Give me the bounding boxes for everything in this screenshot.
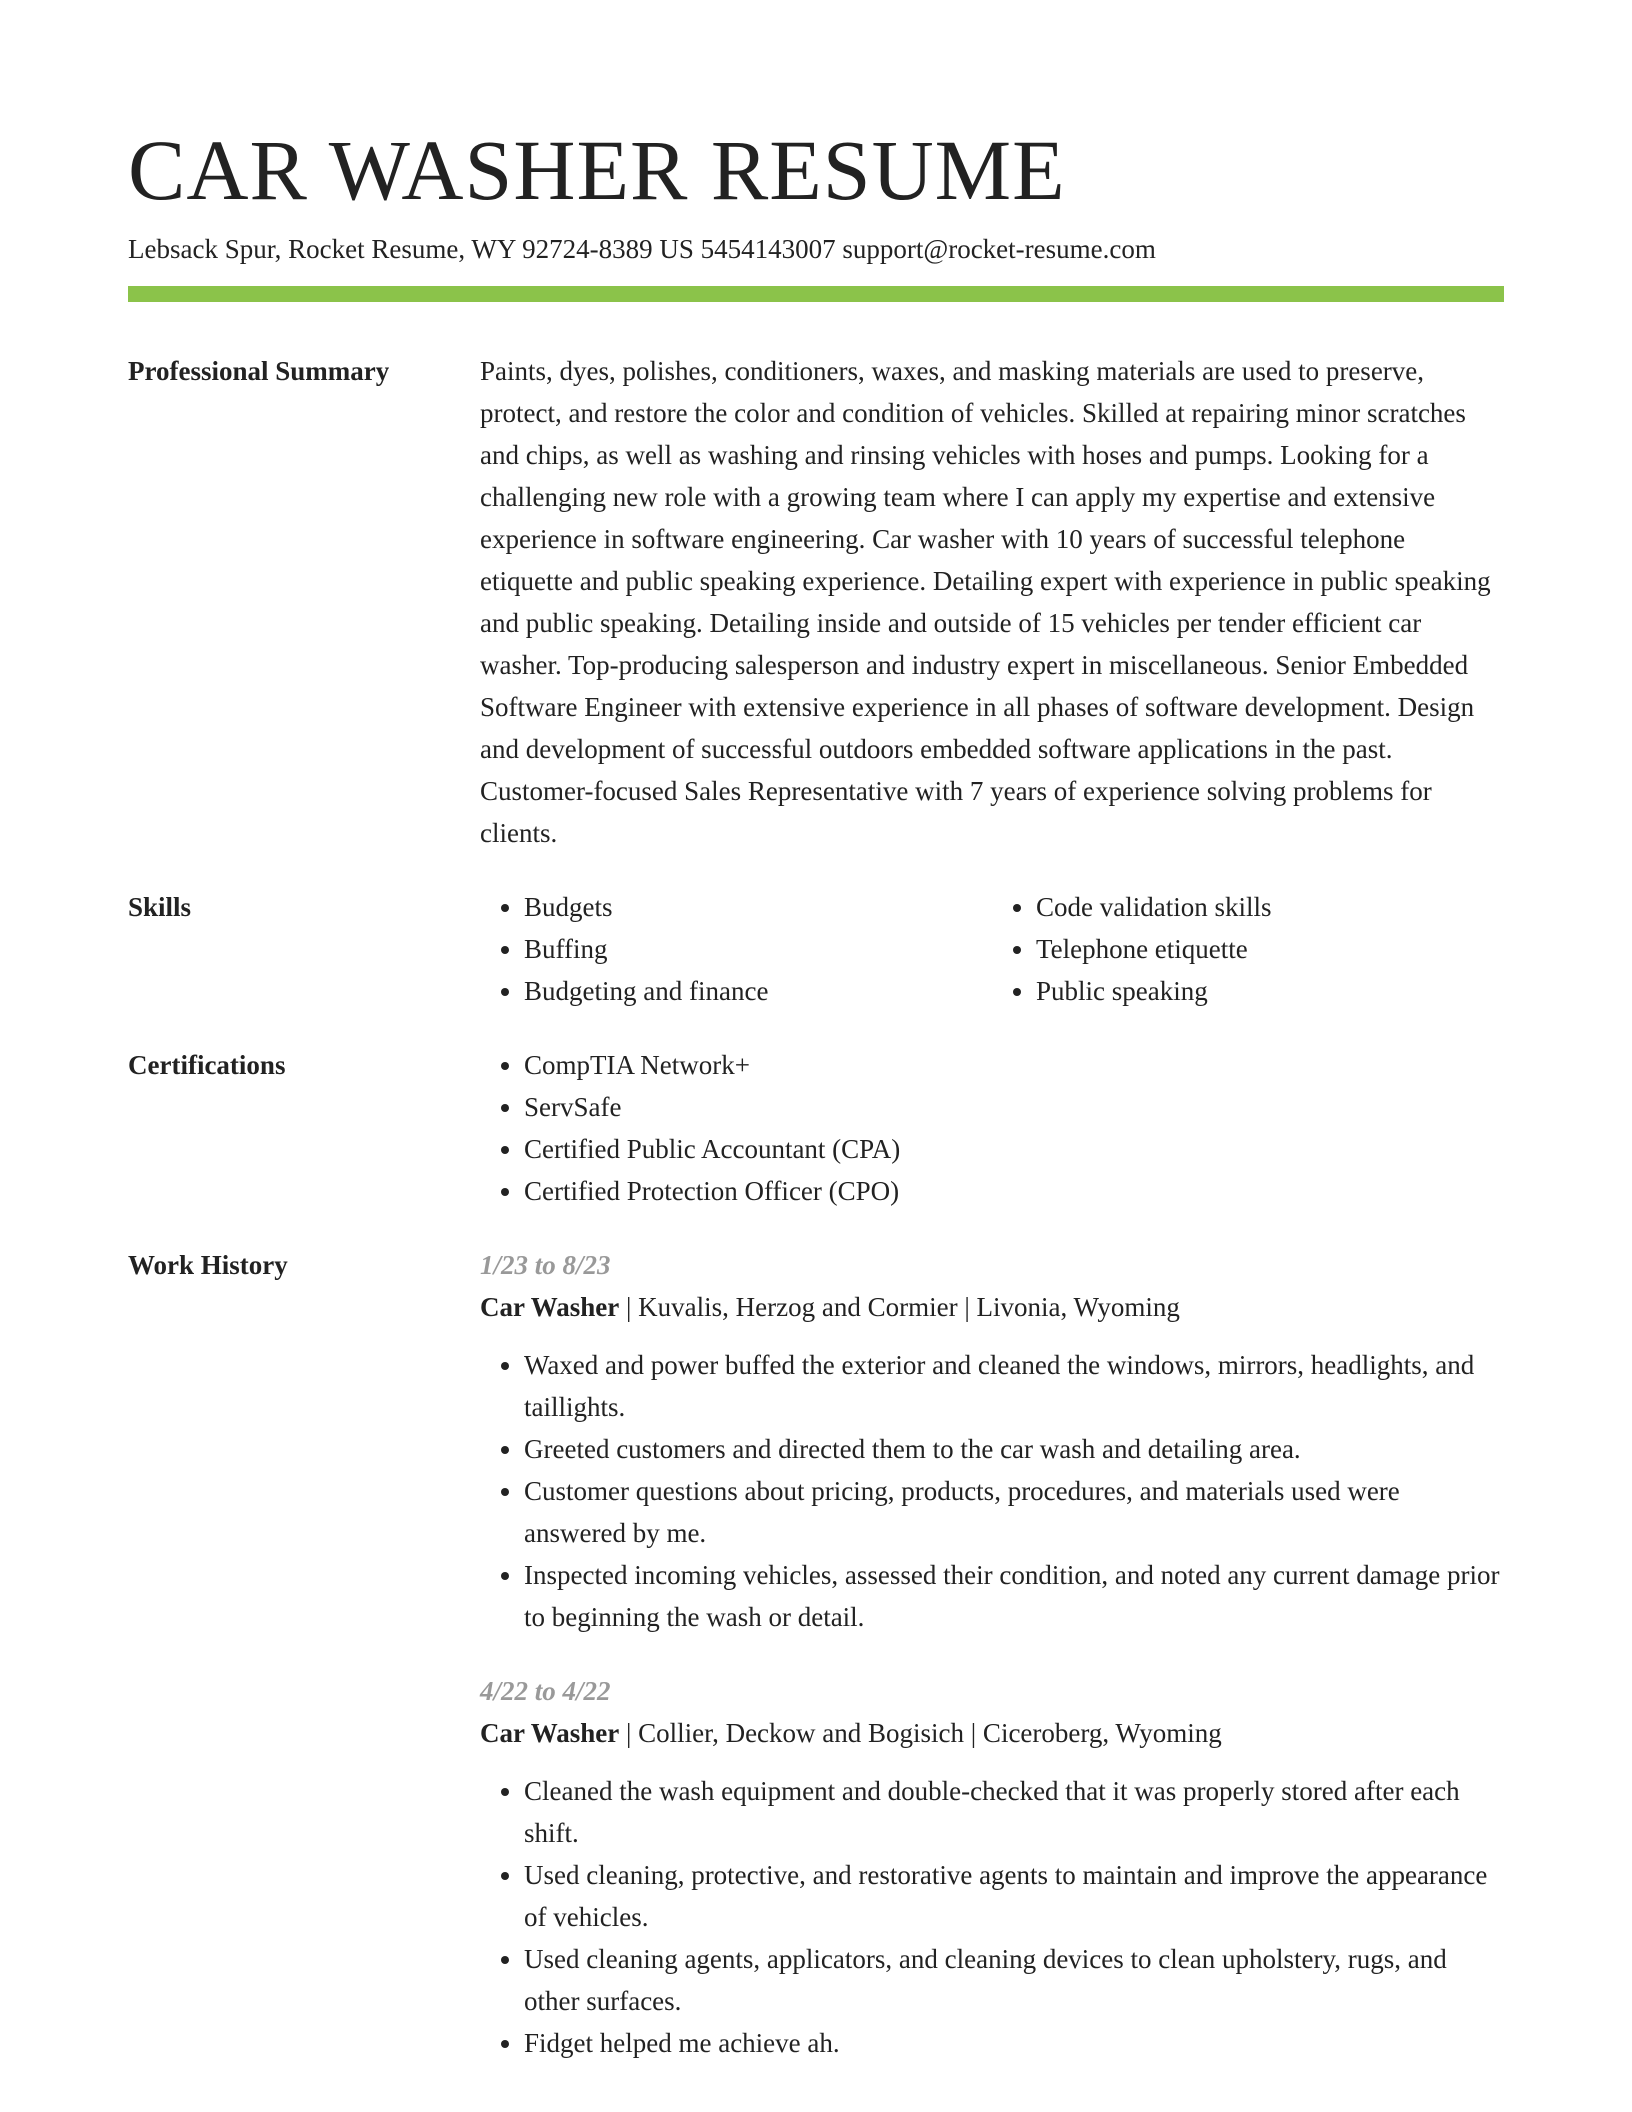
job-bullets [480,1770,1504,2064]
job-bullet: • Fidget helped me achieve ah. [524,2022,1504,2064]
job-role: Car Washer [480,1292,620,1322]
skill-item: • Budgets [524,886,992,928]
skill-item: • Telephone etiquette [1036,928,1504,970]
job-bullet: • Greeted customers and directed them to the car wash and detailing area. [524,1428,1504,1470]
certification-item: • ServSafe [524,1086,1504,1128]
skills-column-2 [992,886,1504,1012]
section-label-certifications: Certifications [128,1050,286,1080]
certification-item: • CompTIA Network+ [524,1044,1504,1086]
job-heading [480,1286,1504,1328]
section-label-summary: Professional Summary [128,356,390,386]
skills-grid [480,886,1504,1012]
job-dates: 1/23 to 8/23 [480,1250,611,1280]
certifications-content [480,1044,1504,1212]
skill-item: • Buffing [524,928,992,970]
job-employer-location: | Kuvalis, Herzog and Cormier | Livonia, Wyoming [619,1292,1180,1322]
job-bullets [480,1344,1504,1638]
work-history-content [480,1244,1504,2064]
certifications-list [480,1044,1504,1212]
accent-rule [128,286,1504,302]
skill-item: • Public speaking [1036,970,1504,1012]
section-label-skills: Skills [128,892,192,922]
job-bullet: • Used cleaning agents, applicators, and cleaning devices to clean upholstery, rugs, and other surfaces. [524,1938,1504,2022]
job-bullet: • Inspected incoming vehicles, assessed their condition, and noted any current damage prior to beginning the wash or detail. [524,1554,1504,1638]
summary-text: Paints, dyes, polishes, conditioners, waxes, and masking materials are used to preserve, protect, and restore the color and condition of vehicles. Skilled at repairing minor scratches and chips, as well as washing and rinsing vehicles with hoses and pumps. Looking for a challenging new role with a growing team where I can apply my expertise and extensive experience in software engineering. Car washer with 10 years of successful telephone etiquette and public speaking experience. Detailing expert with experience in public speaking and public speaking. Detailing inside and outside of 15 vehicles per tender efficient car washer. Top-producing salesperson and industry expert in miscellaneous. Senior Embedded Software Engineer with extensive experience in all phases of software development. Design and development of successful outdoors embedded software applications in the past. Customer-focused Sales Representative with 7 years of experience solving problems for clients. [480,356,1491,848]
job-bullet: • Waxed and power buffed the exterior and cleaned the windows, mirrors, headlights, and taillights. [524,1344,1504,1428]
job-role: Car Washer [480,1718,620,1748]
job-dates: 4/22 to 4/22 [480,1676,611,1706]
certification-item: • Certified Public Accountant (CPA) [524,1128,1504,1170]
contact-line: Lebsack Spur, Rocket Resume, WY 92724-8389 US 5454143007 support@rocket-resume.com [128,234,1156,264]
skill-item: • Budgeting and finance [524,970,992,1012]
skills-content [480,886,1504,1012]
job-bullet: • Customer questions about pricing, products, procedures, and materials used were answered by me. [524,1470,1504,1554]
section-label-work-history: Work History [128,1250,288,1280]
job-heading [480,1712,1504,1754]
skill-item: • Code validation skills [1036,886,1504,928]
job-entry [480,1670,1504,2064]
resume-title: CAR WASHER RESUME [128,122,1066,218]
summary-content [480,350,1504,854]
job-employer-location: | Collier, Deckow and Bogisich | Ciceroberg, Wyoming [619,1718,1222,1748]
job-bullet: • Used cleaning, protective, and restorative agents to maintain and improve the appearance of vehicles. [524,1854,1504,1938]
job-entry [480,1244,1504,1638]
skills-column-1 [480,886,992,1012]
certification-item: • Certified Protection Officer (CPO) [524,1170,1504,1212]
job-bullet: • Cleaned the wash equipment and double-checked that it was properly stored after each shift. [524,1770,1504,1854]
